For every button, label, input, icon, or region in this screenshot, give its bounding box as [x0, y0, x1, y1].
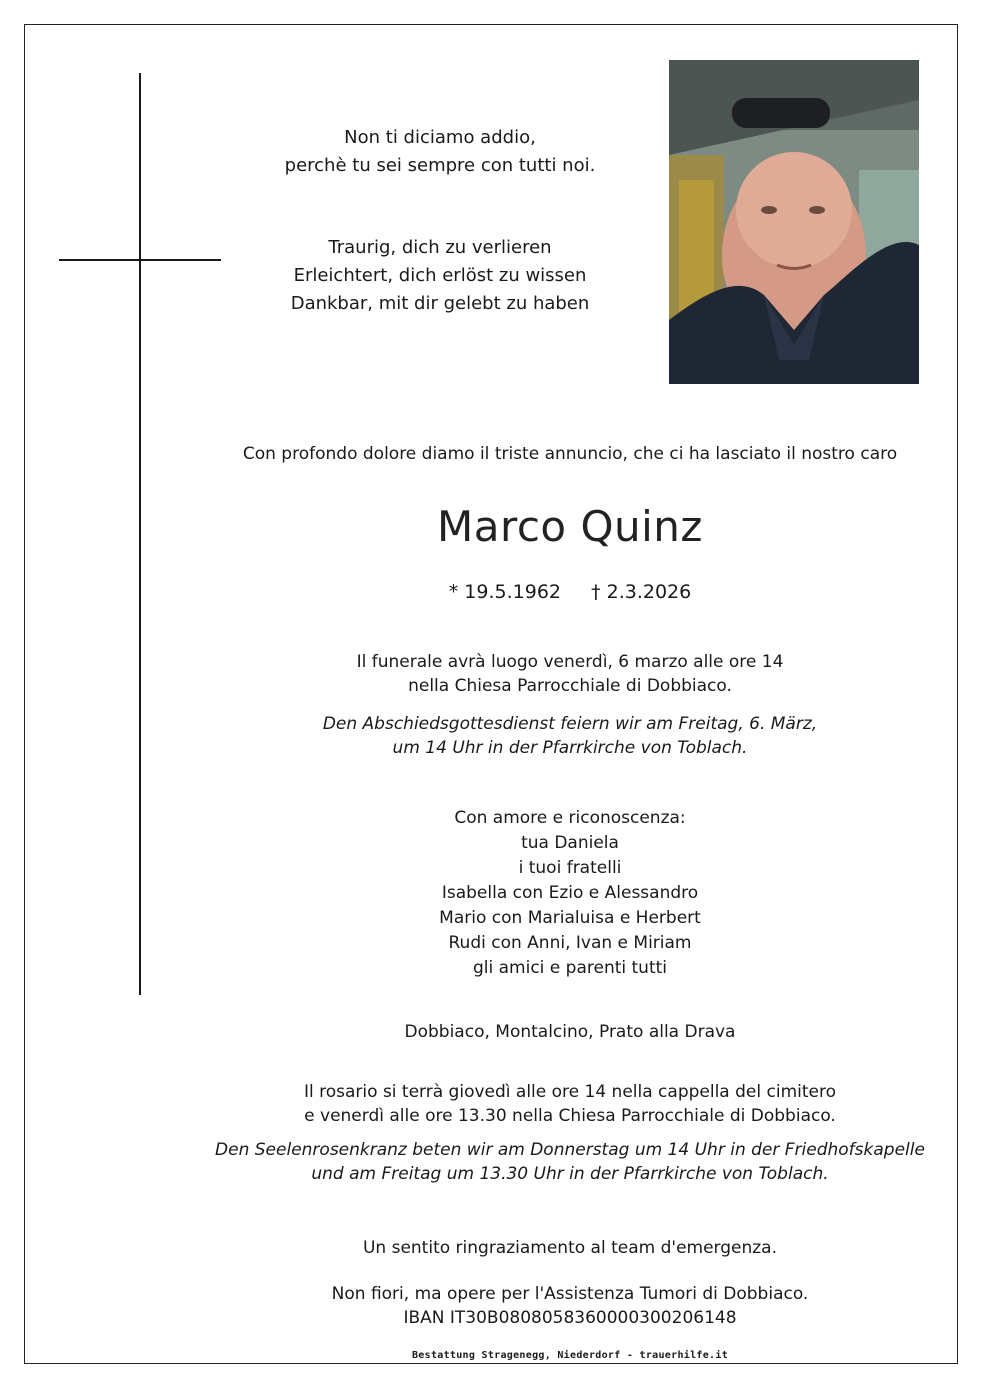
funeral-german-line: Den Abschiedsgottesdienst feiern wir am Freitag, 6. März,: [322, 714, 818, 734]
family-member: Isabella con Ezio e Alessandro: [441, 883, 699, 903]
family-intro: Con amore e riconoscenza:: [454, 808, 686, 828]
verse-italian-line: perchè tu sei sempre con tutti noi.: [284, 155, 596, 176]
deceased-name: Marco Quinz: [437, 502, 703, 551]
funeral-info-italian: [150, 650, 982, 698]
rosary-german-line: und am Freitag um 13.30 Uhr in der Pfarrkirche von Toblach.: [311, 1164, 829, 1184]
rosary-info-italian: [150, 1080, 982, 1128]
death-date: † 2.3.2026: [591, 581, 692, 603]
family-list: [150, 806, 982, 981]
announcement-text: Con profondo dolore diamo il triste annuncio, che ci ha lasciato il nostro caro: [242, 444, 898, 464]
verse-german-line: Erleichtert, dich erlöst zu wissen: [293, 265, 587, 286]
funeral-info-german: [150, 712, 982, 760]
places-text: Dobbiaco, Montalcino, Prato alla Drava: [404, 1022, 736, 1042]
rosary-italian-line: e venerdì alle ore 13.30 nella Chiesa Parrocchiale di Dobbiaco.: [304, 1106, 836, 1126]
family-member: Rudi con Anni, Ivan e Miriam: [448, 933, 692, 953]
funeral-italian-line: Il funerale avrà luogo venerdì, 6 marzo alle ore 14: [356, 652, 784, 672]
life-dates: [150, 578, 982, 606]
portrait-photo: [669, 60, 919, 384]
donation-info: [150, 1282, 982, 1330]
thanks-text: Un sentito ringraziamento al team d'emergenza.: [362, 1238, 778, 1258]
family-member: tua Daniela: [521, 833, 619, 853]
rosary-italian-line: Il rosario si terrà giovedì alle ore 14 nella cappella del cimitero: [304, 1082, 836, 1102]
funeral-italian-line: nella Chiesa Parrocchiale di Dobbiaco.: [408, 676, 732, 696]
iban-line: IBAN IT30B0808058360000300206148: [403, 1308, 737, 1328]
rosary-info-german: [150, 1138, 982, 1186]
verse-italian: [250, 124, 630, 180]
rosary-german-line: Den Seelenrosenkranz beten wir am Donnerstag um 14 Uhr in der Friedhofskapelle: [215, 1140, 925, 1160]
funeral-german-line: um 14 Uhr in der Pfarrkirche von Toblach.: [392, 738, 748, 758]
footer-credit: Bestattung Stragenegg, Niederdorf - trauerhilfe.it: [411, 1350, 729, 1361]
donation-line: Non fiori, ma opere per l'Assistenza Tumori di Dobbiaco.: [331, 1284, 809, 1304]
verse-german: [250, 234, 630, 318]
verse-german-line: Dankbar, mit dir gelebt zu haben: [290, 293, 590, 314]
birth-date: * 19.5.1962: [448, 581, 562, 603]
verse-german-line: Traurig, dich zu verlieren: [328, 237, 552, 258]
family-member: gli amici e parenti tutti: [472, 958, 668, 978]
cross-vertical-beam: [139, 73, 141, 995]
family-member: i tuoi fratelli: [518, 858, 622, 878]
cross-horizontal-beam: [59, 259, 221, 261]
family-member: Mario con Marialuisa e Herbert: [439, 908, 701, 928]
verse-italian-line: Non ti diciamo addio,: [344, 127, 536, 148]
